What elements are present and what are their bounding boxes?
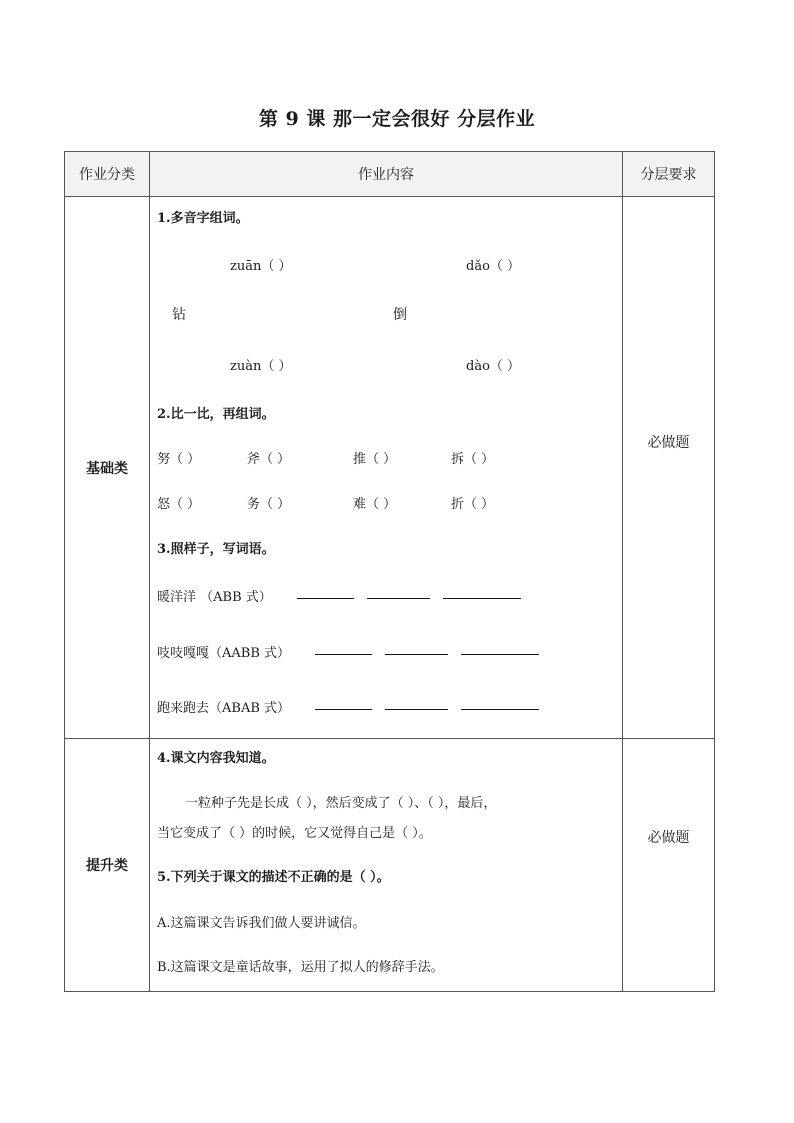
q2-row2-item: 怒（ ） bbox=[157, 497, 201, 512]
q2-row1-item: 拆（ ） bbox=[451, 452, 495, 467]
q4-title: 4.课文内容我知道。 bbox=[157, 751, 275, 766]
header-requirement: 分层要求 bbox=[623, 152, 715, 197]
q1-char-zuan: 钻 bbox=[172, 307, 186, 323]
q2-title: 2.比一比，再组词。 bbox=[157, 407, 275, 422]
header-row bbox=[65, 152, 715, 197]
q2-row2-item: 折（ ） bbox=[451, 497, 495, 512]
header-category: 作业分类 bbox=[65, 152, 150, 197]
q3-blank[interactable] bbox=[461, 654, 539, 655]
q2-row1-item: 斧（ ） bbox=[247, 452, 291, 467]
q5-option-b: B.这篇课文是童话故事，运用了拟人的修辞手法。 bbox=[157, 960, 444, 975]
q1-zuan1: zuān（ ） bbox=[230, 259, 292, 274]
q1-dao3: dǎo（ ） bbox=[466, 259, 521, 274]
q1-char-dao: 倒 bbox=[393, 307, 407, 323]
basic-content bbox=[150, 197, 623, 739]
advanced-requirement: 必做题 bbox=[623, 739, 715, 992]
q2-row2-item: 难（ ） bbox=[353, 497, 397, 512]
homework-table bbox=[64, 151, 715, 992]
page-title: 第 9 课 那一定会很好 分层作业 bbox=[258, 108, 536, 130]
q3-blank[interactable] bbox=[367, 598, 430, 599]
q3-title: 3.照样子，写词语。 bbox=[157, 542, 275, 557]
q3-blank[interactable] bbox=[385, 654, 448, 655]
advanced-content bbox=[150, 739, 623, 992]
basic-category: 基础类 bbox=[65, 197, 150, 739]
q3-blank[interactable] bbox=[443, 598, 521, 599]
q2-row1-item: 努（ ） bbox=[157, 452, 201, 467]
q2-row2-item: 务（ ） bbox=[247, 497, 291, 512]
q4-line1: 一粒种子先是长成（ ），然后变成了（ ）、（ ），最后， bbox=[185, 796, 497, 811]
q1-dao4: dào（ ） bbox=[466, 359, 521, 374]
q3-blank[interactable] bbox=[385, 709, 448, 710]
q5-title: 5.下列关于课文的描述不正确的是（ ）。 bbox=[157, 870, 390, 885]
q3-example-abb: 暖洋洋 （ABB 式） bbox=[157, 590, 272, 605]
q3-blank[interactable] bbox=[461, 709, 539, 710]
q2-row1-item: 推（ ） bbox=[353, 452, 397, 467]
header-content: 作业内容 bbox=[150, 152, 623, 197]
q5-option-a: A.这篇课文告诉我们做人要讲诚信。 bbox=[157, 916, 366, 931]
q3-blank[interactable] bbox=[315, 709, 372, 710]
q4-line2: 当它变成了（ ）的时候，它又觉得自己是（ ）。 bbox=[157, 826, 432, 841]
q1-zuan4: zuàn（ ） bbox=[230, 359, 292, 374]
q3-blank[interactable] bbox=[315, 654, 372, 655]
advanced-category: 提升类 bbox=[65, 739, 150, 992]
advanced-row bbox=[65, 739, 715, 992]
basic-requirement: 必做题 bbox=[623, 197, 715, 739]
basic-row bbox=[65, 197, 715, 739]
q3-example-aabb: 吱吱嘎嘎（AABB 式） bbox=[157, 646, 291, 661]
q1-title: 1.多音字组词。 bbox=[157, 211, 249, 226]
q3-blank[interactable] bbox=[297, 598, 354, 599]
q3-example-abab: 跑来跑去（ABAB 式） bbox=[157, 701, 291, 716]
